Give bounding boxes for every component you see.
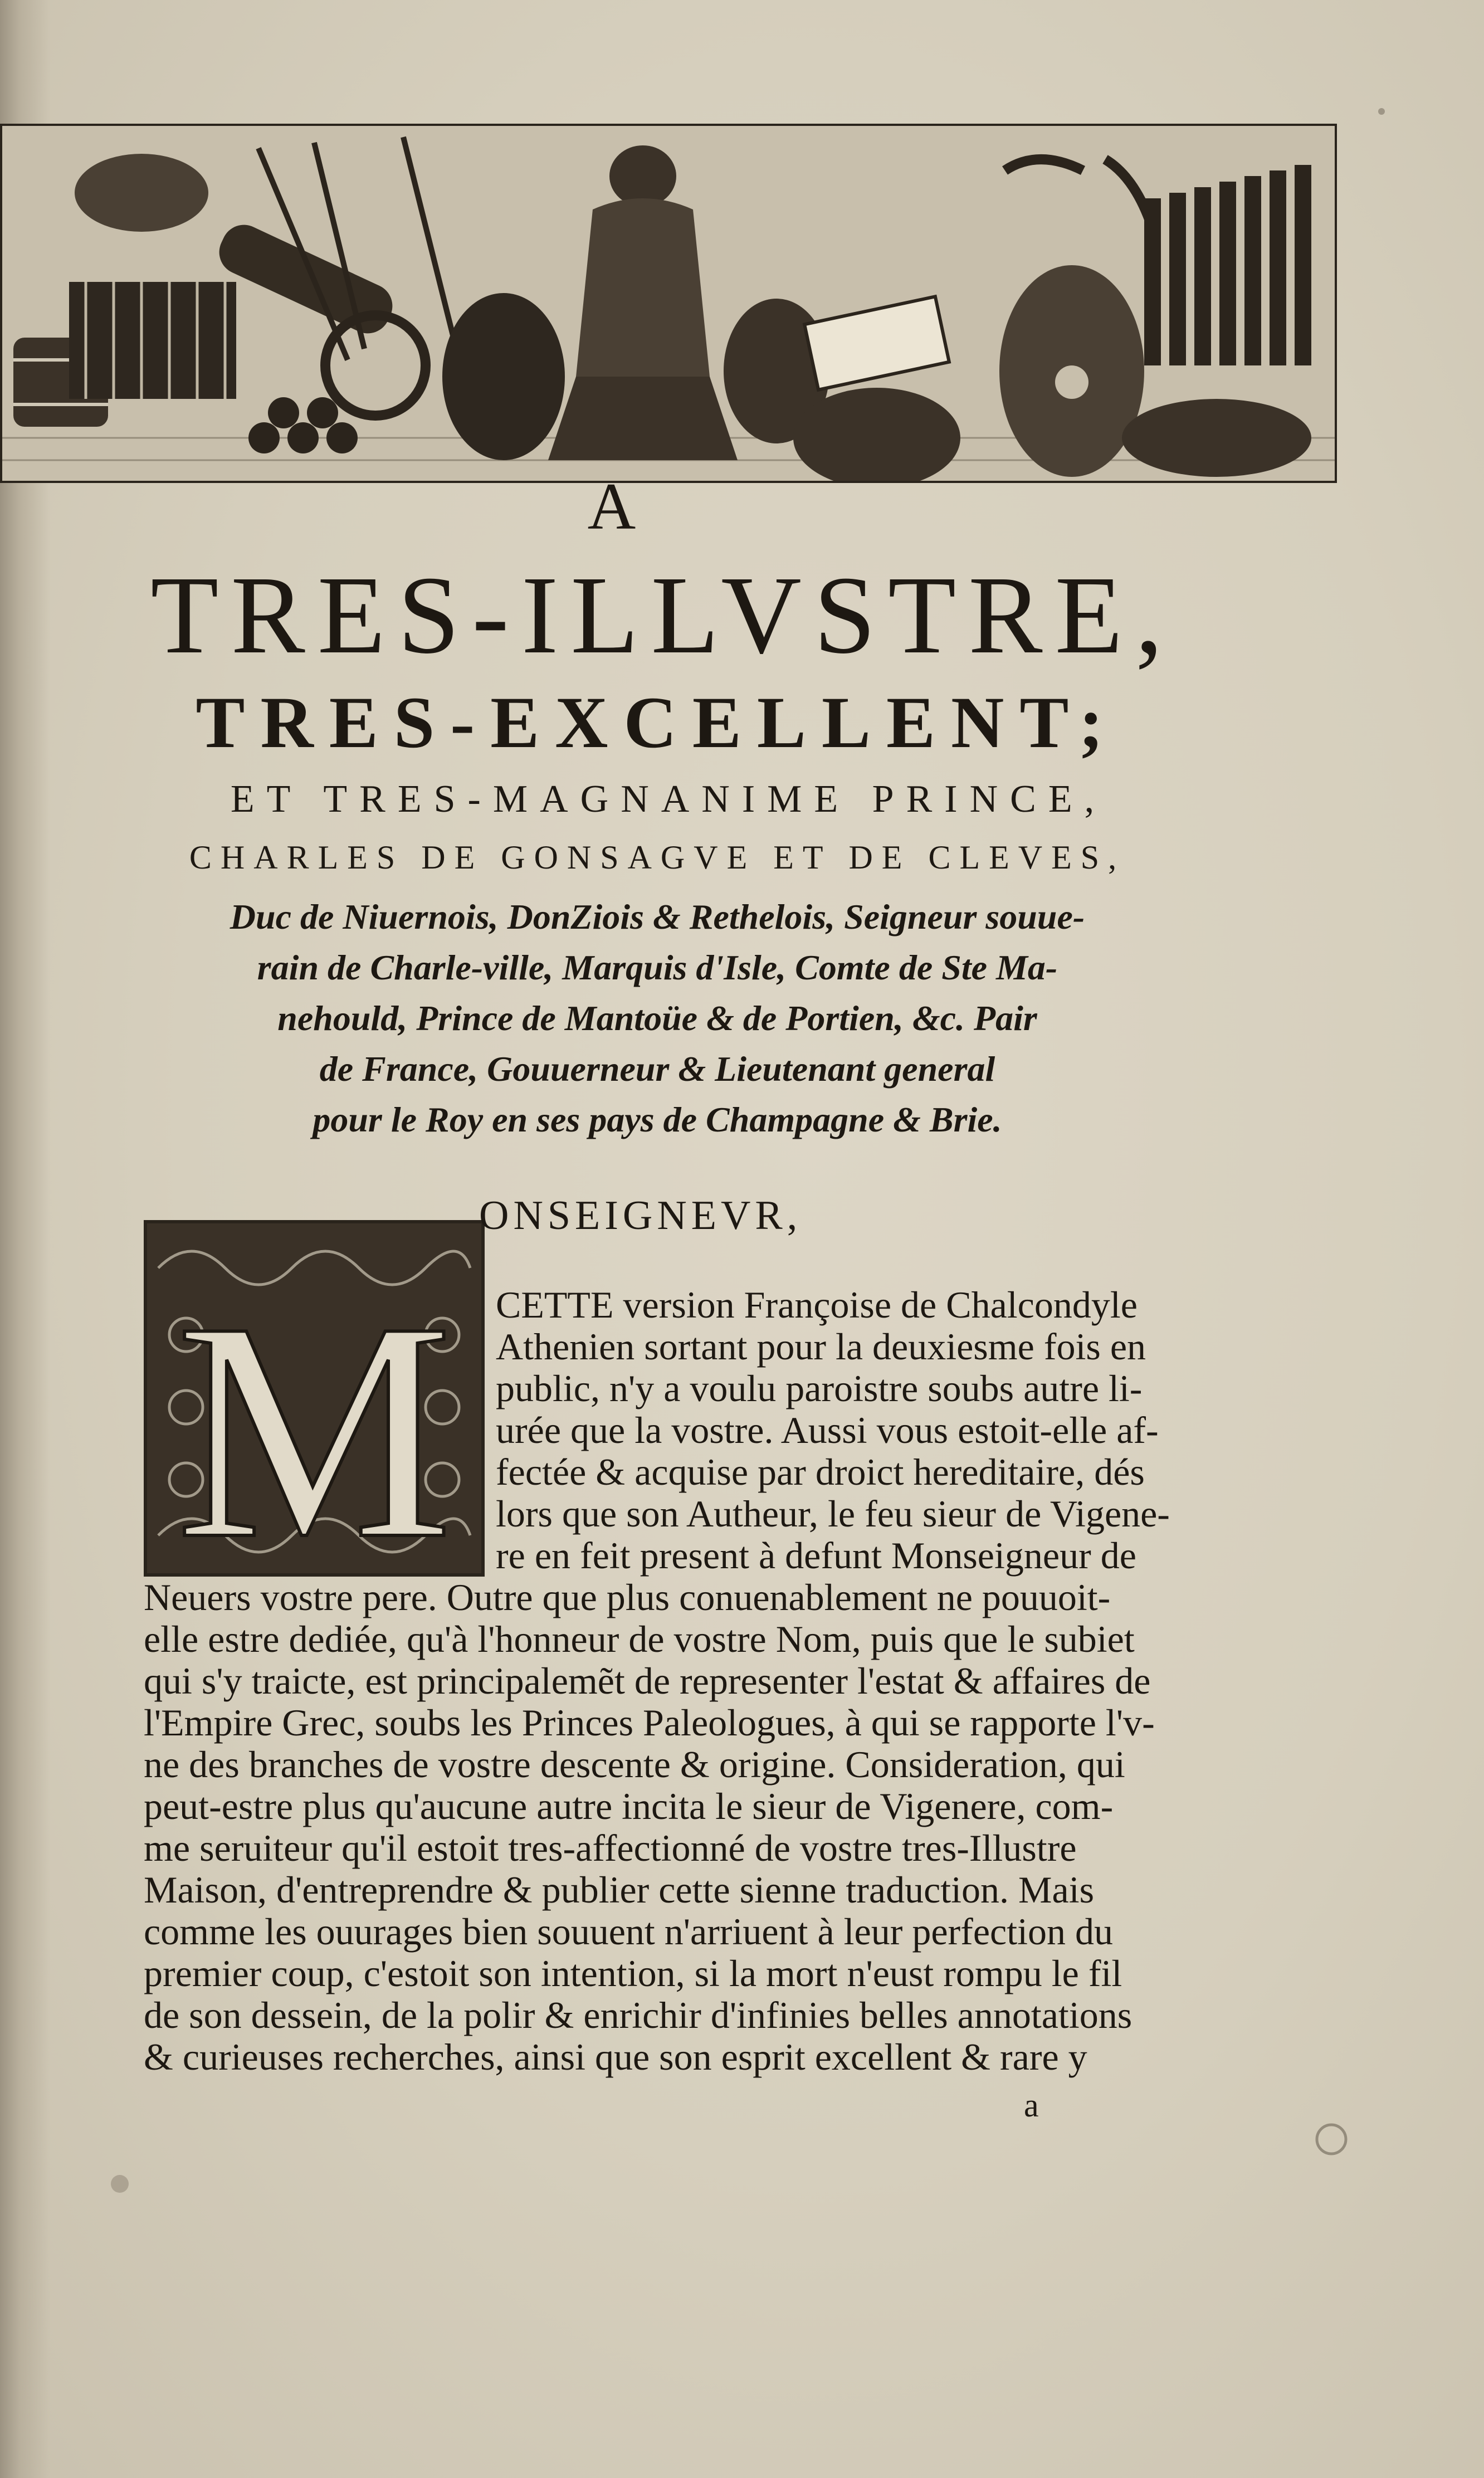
- heading-letter-a: A: [587, 469, 638, 543]
- salutation: ONSEIGNEVR,: [479, 1193, 802, 1238]
- text-line: Athenien sortant pour la deuxiesme fois en: [496, 1325, 1146, 1368]
- catchword: a: [1024, 2087, 1039, 2124]
- dedication-title-line-4: CHARLES DE GONSAGVE ET DE CLEVES,: [189, 839, 1126, 876]
- text-line: CETTE version Françoise de Chalcondyle: [496, 1284, 1138, 1326]
- initial-letter: M: [175, 1258, 453, 1573]
- text-line: elle estre dediée, qu'à l'honneur de vostre Nom, puis que le subiet: [144, 1618, 1135, 1660]
- titles-line: nehould, Prince de Mantoüe & de Portien, &c. Pair: [277, 998, 1037, 1038]
- dedication-title-line-3: ET TRES-MAGNANIME PRINCE,: [230, 778, 1107, 821]
- text-line: me seruiteur qu'il estoit tres-affectionné de vostre tres-Illustre: [144, 1827, 1077, 1869]
- text-line: l'Empire Grec, soubs les Princes Paleologues, à qui se rapporte l'v-: [144, 1701, 1155, 1744]
- text-line: premier coup, c'estoit son intention, si la mort n'eust rompu le fil: [144, 1952, 1122, 1994]
- text-line: re en feit present à defunt Monseigneur de: [496, 1534, 1136, 1577]
- text-line: public, n'y a voulu paroistre soubs autre li-: [496, 1367, 1143, 1409]
- titles-line: rain de Charle-ville, Marquis d'Isle, Comte de Ste Ma-: [257, 948, 1058, 987]
- dedication-title-line-1: TRES-ILLVSTRE,: [150, 554, 1175, 677]
- titles-line: pour le Roy en ses pays de Champagne & Brie.: [313, 1100, 1002, 1139]
- text-line: fectée & acquise par droict hereditaire, dés: [496, 1451, 1145, 1493]
- text-line: Maison, d'entreprendre & publier cette sienne traduction. Mais: [144, 1869, 1095, 1911]
- text-line: & curieuses recherches, ainsi que son esprit excellent & rare y: [144, 2036, 1087, 2078]
- text-line: urée que la vostre. Aussi vous estoit-elle af-: [496, 1409, 1159, 1451]
- dedication-title-line-2: TRES-EXCELLENT;: [196, 681, 1119, 763]
- text-line: lors que son Autheur, le feu sieur de Vigene-: [496, 1492, 1170, 1535]
- titles-line: Duc de Niuernois, DonZiois & Rethelois, Seigneur souue-: [230, 897, 1085, 936]
- titles-line: de France, Gouuerneur & Lieutenant general: [319, 1049, 995, 1089]
- text-line: qui s'y traicte, est principalemẽt de representer l'estat & affaires de: [144, 1660, 1151, 1702]
- text-line: Neuers vostre pere. Outre que plus conuenablement ne pouuoit-: [144, 1576, 1111, 1618]
- text-line: comme les ouurages bien souuent n'arriuent à leur perfection du: [144, 1910, 1113, 1953]
- text-line: ne des branches de vostre descente & origine. Consideration, qui: [144, 1743, 1125, 1786]
- text-line: peut-estre plus qu'aucune autre incita le sieur de Vigenere, com-: [144, 1785, 1114, 1827]
- text-line: de son dessein, de la polir & enrichir d'infinies belles annotations: [144, 1994, 1132, 2036]
